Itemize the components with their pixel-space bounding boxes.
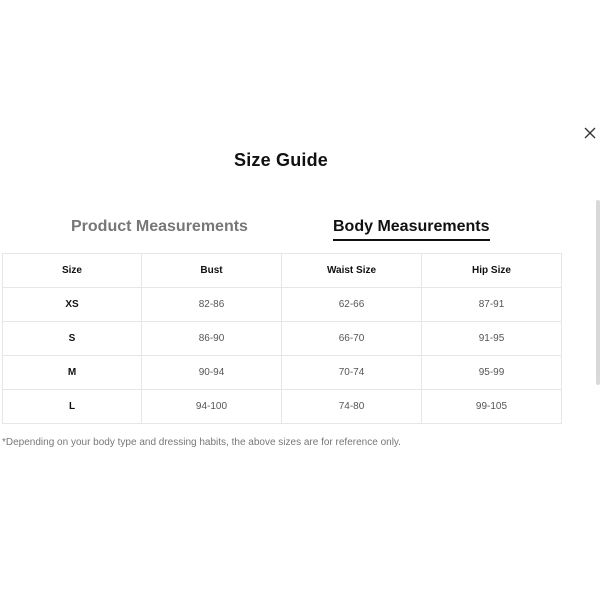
cell-hip: 95-99: [422, 356, 562, 390]
table-row: [3, 390, 562, 424]
header-bust: Bust: [142, 254, 282, 288]
tab-product-measurements[interactable]: Product Measurements: [71, 218, 248, 235]
cell-hip: 91-95: [422, 322, 562, 356]
scrollbar[interactable]: [596, 200, 600, 385]
cell-waist: 66-70: [282, 322, 422, 356]
cell-size: M: [3, 356, 142, 390]
cell-waist: 70-74: [282, 356, 422, 390]
cell-waist: 62-66: [282, 288, 422, 322]
size-table: [2, 253, 562, 424]
header-size: Size: [3, 254, 142, 288]
table-row: [3, 356, 562, 390]
cell-size: L: [3, 390, 142, 424]
cell-bust: 82-86: [142, 288, 282, 322]
header-waist-size: Waist Size: [282, 254, 422, 288]
close-icon[interactable]: [583, 126, 597, 140]
cell-size: XS: [3, 288, 142, 322]
cell-hip: 99-105: [422, 390, 562, 424]
tab-body-measurements[interactable]: Body Measurements: [333, 217, 490, 241]
page-title: Size Guide: [233, 150, 329, 170]
table-header-row: [3, 254, 562, 288]
cell-bust: 90-94: [142, 356, 282, 390]
cell-size: S: [3, 322, 142, 356]
table-row: [3, 322, 562, 356]
cell-bust: 94-100: [142, 390, 282, 424]
cell-waist: 74-80: [282, 390, 422, 424]
cell-bust: 86-90: [142, 322, 282, 356]
table-row: [3, 288, 562, 322]
cell-hip: 87-91: [422, 288, 562, 322]
footnote: *Depending on your body type and dressing habits, the above sizes are for reference only.: [2, 437, 401, 448]
header-hip-size: Hip Size: [422, 254, 562, 288]
